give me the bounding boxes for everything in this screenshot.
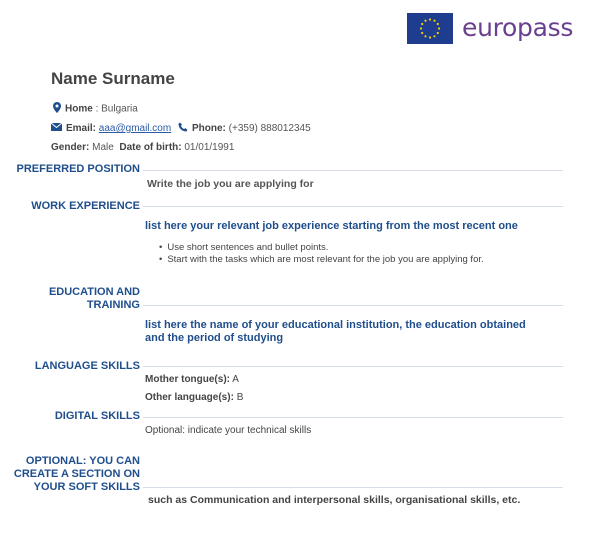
- envelope-icon: [51, 123, 62, 134]
- email-link[interactable]: aaa@gmail.com: [98, 123, 172, 135]
- soft-skills-text: such as Communication and interpersonal skills, organisational skills, etc.: [148, 494, 521, 506]
- email-label: Email:: [66, 123, 97, 135]
- section-label-digital-skills: DIGITAL SKILLS: [54, 410, 140, 422]
- dob-label: Date of birth:: [119, 142, 182, 153]
- section-label-line: EDUCATION AND: [48, 286, 140, 298]
- gender-dob-row: [51, 142, 234, 153]
- section-divider: [143, 206, 563, 207]
- phone-label: Phone:: [191, 123, 226, 135]
- section-label-line: CREATE A SECTION ON: [13, 468, 140, 480]
- section-label-work-experience: WORK EXPERIENCE: [31, 200, 140, 212]
- preferred-position-text: Write the job you are applying for: [147, 178, 314, 190]
- list-item: • Start with the tasks which are most relevant for the job you are applying for.: [159, 254, 484, 266]
- section-label-optional-soft-skills: [14, 455, 140, 494]
- section-label-line: YOUR SOFT SKILLS: [33, 481, 140, 493]
- eu-flag-icon: [407, 13, 453, 44]
- section-divider: [143, 487, 563, 488]
- europass-logo-text: europass: [462, 13, 574, 42]
- section-divider: [143, 305, 563, 306]
- person-name: Name Surname: [51, 69, 175, 88]
- section-label-line: OPTIONAL: YOU CAN: [25, 455, 140, 467]
- digital-skills-text: Optional: indicate your technical skills: [145, 425, 312, 436]
- location-pin-icon: [53, 102, 61, 116]
- other-language-row: [145, 392, 243, 403]
- home-label: Home: [65, 103, 93, 115]
- email-phone-row: [51, 122, 311, 135]
- section-divider: [143, 417, 563, 418]
- gender-label: Gender:: [51, 142, 90, 153]
- list-item: • Use short sentences and bullet points.: [159, 242, 484, 254]
- home-value: Bulgaria: [101, 103, 138, 115]
- section-divider: [143, 366, 563, 367]
- phone-value: (+359) 888012345: [228, 123, 311, 135]
- work-experience-heading: list here your relevant job experience starting from the most recent one: [145, 220, 518, 232]
- section-label-language-skills: LANGUAGE SKILLS: [34, 360, 140, 372]
- education-heading-line: list here the name of your educational institution, the education obtained: [145, 319, 526, 331]
- dob-value: 01/01/1991: [184, 142, 235, 153]
- home-row: [53, 102, 138, 116]
- mother-tongue-value: A: [232, 374, 239, 385]
- gender-value: Male: [92, 142, 114, 153]
- education-heading-line: and the period of studying: [145, 332, 284, 344]
- mother-tongue-row: [145, 374, 239, 385]
- work-experience-bullets: [159, 242, 484, 266]
- other-language-value: B: [236, 392, 244, 403]
- section-divider: [143, 170, 563, 171]
- home-separator: :: [92, 103, 102, 115]
- section-label-preferred-position: PREFERRED POSITION: [16, 163, 140, 175]
- section-label-line: TRAINING: [86, 299, 140, 311]
- phone-icon: [178, 122, 188, 135]
- education-heading: [145, 319, 526, 345]
- section-label-education: [49, 286, 140, 312]
- mother-tongue-label: Mother tongue(s):: [145, 374, 230, 385]
- other-language-label: Other language(s):: [145, 392, 234, 403]
